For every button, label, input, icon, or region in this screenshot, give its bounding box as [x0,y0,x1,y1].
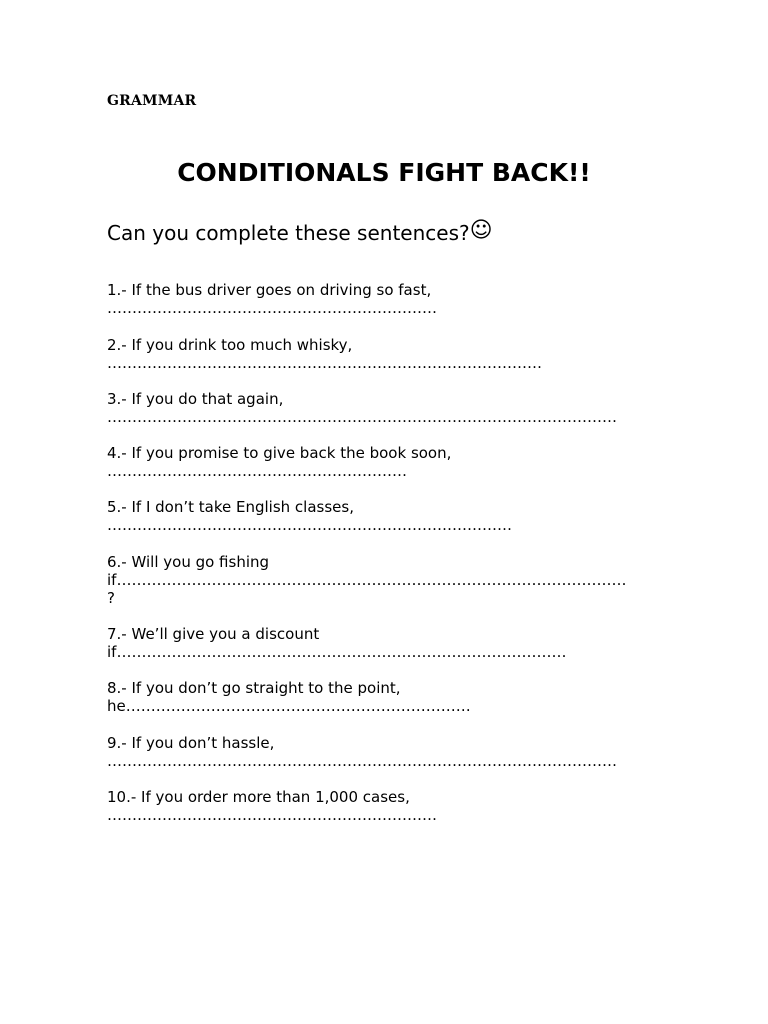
question-4 [107,444,451,480]
question-prompt: 5.- If I don’t take English classes, [107,498,354,516]
question-prompt: 7.- We’ll give you a discount [107,625,320,643]
answer-blank[interactable]: if………………………………………………………………………………………… [107,571,627,589]
question-5 [107,498,512,534]
question-prompt: 4.- If you promise to give back the book soon, [107,444,452,462]
answer-blank[interactable]: ……………………………………………………………………… [107,516,512,534]
answer-blank[interactable]: ………………………………………………………………………………………… [107,408,617,426]
answer-blank[interactable]: ………………………………………………………… [107,806,437,824]
question-9 [107,734,617,770]
question-prompt: 2.- If you drink too much whisky, [107,336,353,354]
question-prompt: 3.- If you do that again, [107,390,284,408]
question-3 [107,390,617,426]
answer-blank[interactable]: …………………………………………………… [107,462,407,480]
question-prompt: 9.- If you don’t hassle, [107,734,275,752]
question-end-mark: ? [107,589,115,607]
question-6 [107,553,626,607]
page-title: CONDITIONALS FIGHT BACK!! [177,158,591,187]
question-2 [107,336,542,372]
instruction-heading [107,220,493,247]
answer-blank[interactable]: ………………………………………………………… [107,299,437,317]
question-1 [107,281,437,317]
question-prompt: 1.- If the bus driver goes on driving so fast, [107,281,432,299]
question-7 [107,625,566,661]
answer-blank[interactable]: he…………………………………………………………… [107,697,471,715]
smiley-icon: ☺ [469,218,493,243]
question-prompt: 8.- If you don’t go straight to the point, [107,679,401,697]
answer-blank[interactable]: ………………………………………………………………………………………… [107,752,617,770]
answer-blank[interactable]: if……………………………………………………………………………… [107,643,567,661]
section-label: GRAMMAR [107,93,197,109]
question-10 [107,788,437,824]
question-prompt: 10.- If you order more than 1,000 cases, [107,788,410,806]
question-prompt: 6.- Will you go fishing [107,553,270,571]
answer-blank[interactable]: …………………………………………………………………………… [107,354,542,372]
question-8 [107,679,471,715]
instruction-text: Can you complete these sentences? [107,221,470,245]
